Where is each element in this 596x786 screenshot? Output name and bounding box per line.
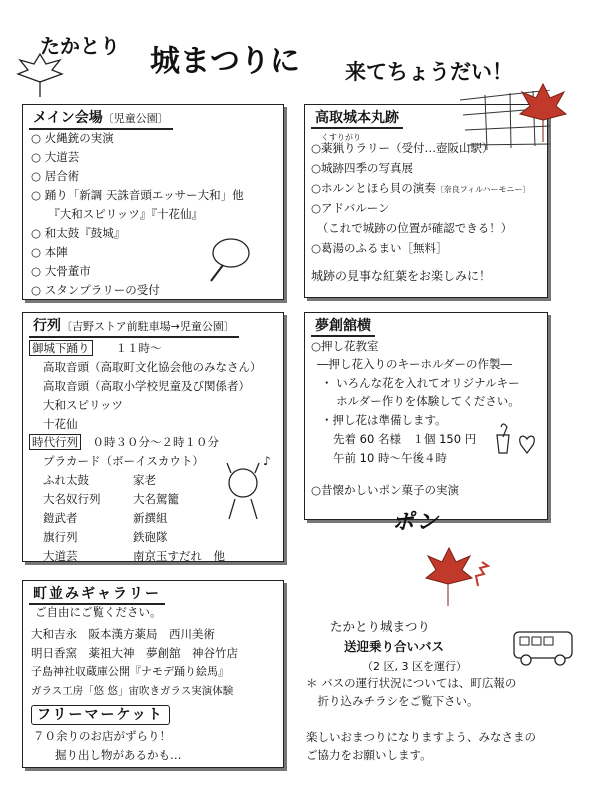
list-item: 鉄砲隊 (133, 530, 168, 544)
list-item: ○昔懐かしいポン菓子の実演 (311, 483, 460, 497)
keyholder-icon (489, 421, 543, 469)
list-item: 午前 10 時～午後４時 (333, 451, 447, 465)
list-item: 大名駕籠 (133, 492, 179, 506)
pon-art: ポン (392, 510, 441, 535)
red-maple-leaf-icon (508, 80, 578, 150)
list-item: ○ 和太鼓『鼓城』 (31, 226, 126, 240)
list-item: プラカード（ボーイスカウト） (43, 454, 204, 468)
list-item: ホルダー作りを体験してください。 (321, 394, 520, 408)
list-item: ○アドバルーン (311, 201, 390, 215)
list-item: 新撰組 (133, 511, 168, 525)
dancer-character-icon (213, 453, 275, 523)
title-part-3: 来てちょうだい！ (345, 60, 513, 84)
title-part-1: たかとり (40, 34, 120, 58)
bus-line-2: 送迎乗り合いバス (344, 639, 445, 654)
gallery-box (22, 580, 284, 768)
gallery-intro: ご自由にご覧ください。 (35, 605, 162, 619)
parade-row-1: 御城下踊り １１時～ (29, 341, 162, 355)
bus-line-1: たかとり城まつり (330, 619, 431, 634)
flea-heading: フリーマーケット (31, 705, 170, 725)
parade-heading: 行列〔吉野ストア前駐車場→児童公園〕 (29, 317, 239, 338)
list-item: 鎧武者 (43, 511, 78, 525)
bus-icon (512, 628, 576, 668)
gallery-row: 大和吉永 阪本漢方薬局 西川美術 (31, 627, 215, 641)
maple-leaf-icon (10, 52, 70, 102)
uchiwa-fan-icon (203, 235, 253, 285)
gallery-row: 明日香窯 薬祖大神 夢創舘 神谷竹店 (31, 646, 238, 660)
mugen-heading: 夢創舘横 (311, 317, 375, 337)
list-item: 家老 (133, 473, 156, 487)
list-item: ○ 本陣 (31, 245, 68, 259)
flea-line-2: 掘り出し物があるかも… (55, 748, 182, 762)
gallery-heading: 町並みギャラリー (29, 585, 165, 605)
mugen-box (304, 312, 548, 520)
list-item: ○ホルンとほら貝の演奏〔奈良フィルハーモニー〕 (311, 181, 531, 195)
bus-note-1: ＊ バスの運行状況については、町広報の (306, 676, 517, 690)
gallery-row: 子島神社収蔵庫公開『ナモデ踊り絵馬』 (31, 665, 229, 678)
ruby-text: くすりがり (321, 133, 361, 142)
jidai-tag: 時代行列 (29, 434, 81, 450)
honmaru-heading: 高取城本丸跡 (311, 109, 403, 129)
list-item: ・ いろんな花を入れてオリジナルキー (321, 376, 520, 390)
list-item: ・押し花は準備します。 (321, 413, 447, 427)
red-maple-leaf-icon (418, 546, 490, 614)
list-item: 旗行列 (43, 530, 78, 544)
list-item: ○ スタンプラリーの受付 (31, 283, 160, 297)
parade-row-2: 時代行列 ０時３０分～２時１０分 (29, 435, 219, 449)
svg-text:♪: ♪ (263, 454, 271, 468)
bus-note-2: 折り込みチラシをご覧下さい。 (306, 694, 479, 708)
list-item: ○ 居合術 (31, 169, 80, 183)
list-item: 十花仙 (43, 417, 78, 431)
list-item: 先着 60 名様 １個 150 円 (333, 432, 477, 446)
list-item: ○ 大道芸 (31, 150, 80, 164)
main-venue-box (22, 104, 284, 300)
horn-note: 〔奈良フィルハーモニー〕 (435, 185, 531, 194)
list-item: ○葛湯のふるまい［無料］ (311, 241, 448, 255)
list-item: 高取音頭（高取町文化協会他のみなさん） (43, 360, 262, 374)
list-item: ○薬猟りラリー（受付…壺阪山駅） (311, 141, 494, 155)
honmaru-footer: 城跡の見事な紅葉をお楽しみに！ (311, 269, 492, 283)
list-item: ○ 火縄銃の実演 (31, 131, 114, 145)
odori-tag: 御城下踊り (29, 340, 93, 356)
gallery-row: ガラス工房「悠 悠」宙吹きガラス実演体験 (31, 685, 234, 697)
list-item: ○押し花教室 (311, 339, 379, 353)
list-item: ○ 踊り「新調 天誅音頭エッサー大和」他 (31, 188, 244, 202)
bus-line-3: （2 区, 3 区を運行） (362, 660, 467, 673)
list-item: ○ 大骨董市 (31, 264, 91, 278)
parade-box (22, 312, 284, 562)
list-item: （これで城跡の位置が確認できる！） (311, 221, 513, 235)
list-item: 南京玉すだれ 他 (133, 549, 225, 563)
closing-line-1: 楽しいおまつりになりますよう、みなさまの (306, 730, 536, 744)
list-item: 大和スピリッツ (43, 398, 124, 412)
list-item: ふれ太鼓 (43, 473, 89, 487)
closing-line-2: ご協力をお願いします。 (306, 748, 432, 762)
list-item: 大道芸 (43, 549, 78, 563)
list-item: ―押し花入りのキーホルダーの作製― (317, 357, 513, 371)
list-item: 大名奴行列 (43, 492, 101, 506)
list-item: 『大和スピリッツ』『十花仙』 (31, 207, 204, 221)
flea-line-1: ７０余りのお店がずらり！ (33, 729, 171, 743)
list-item: ○城跡四季の写真展 (311, 161, 414, 175)
title-part-2: 城まつりに (150, 44, 300, 79)
main-venue-heading: メイン会場〔児童公園〕 (29, 109, 173, 130)
list-item: 高取音頭（高取小学校児童及び関係者） (43, 379, 250, 393)
